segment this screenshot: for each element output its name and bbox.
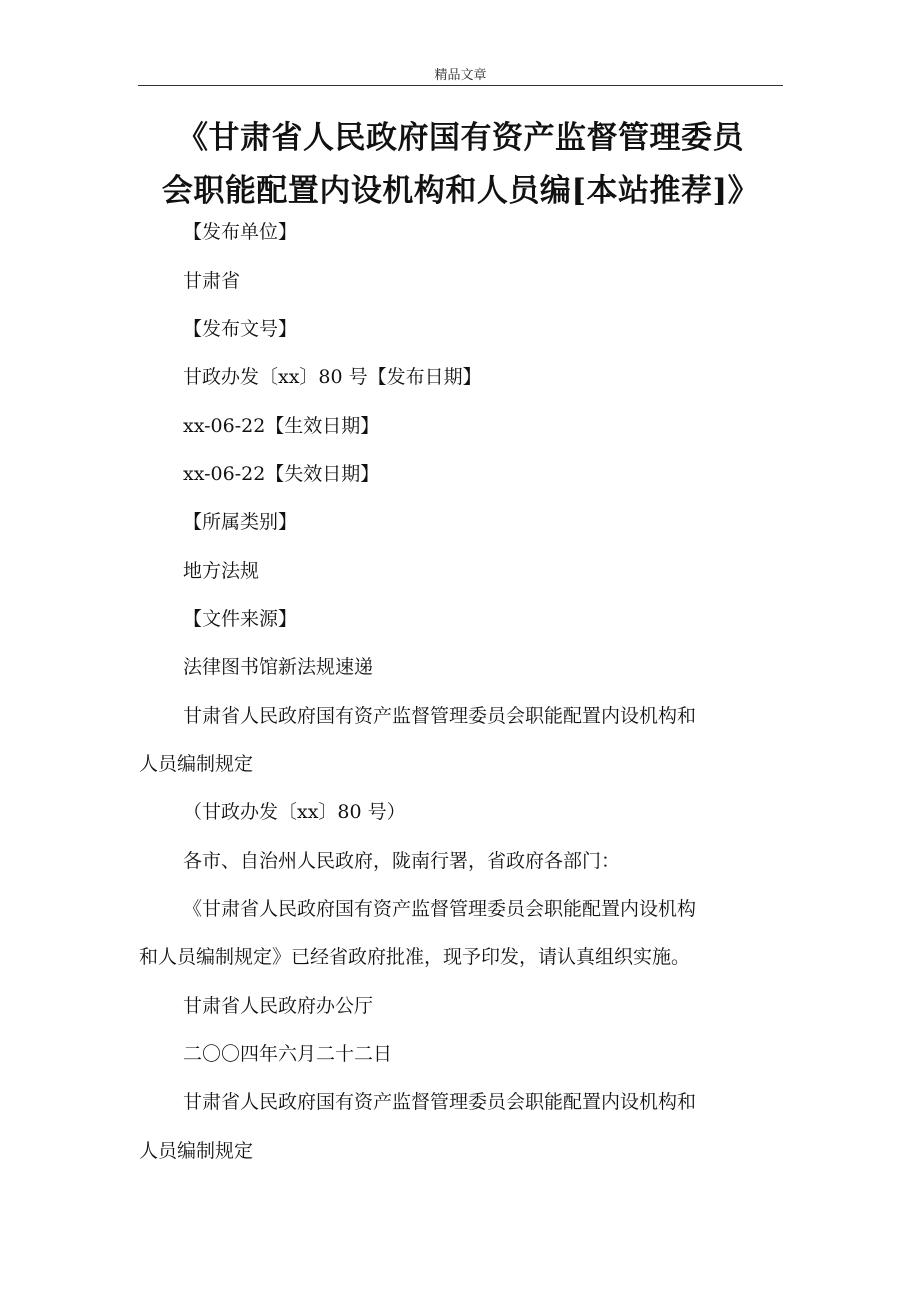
body-line: 甘肃省人民政府国有资产监督管理委员会职能配置内设机构和 <box>183 1091 697 1113</box>
document-title <box>138 112 783 218</box>
body-line: 和人员编制规定》已经省政府批准，现予印发，请认真组织实施。 <box>139 946 691 968</box>
body-line: 地方法规 <box>183 560 260 582</box>
body-line: 甘肃省人民政府国有资产监督管理委员会职能配置内设机构和 <box>183 705 697 727</box>
title-line-2: 会职能配置内设机构和人员编[本站推荐]》 <box>161 173 760 209</box>
header-rule <box>138 85 783 86</box>
body-line: 【所属类别】 <box>183 511 298 533</box>
body-line: （甘政办发〔xx〕80 号） <box>183 801 406 823</box>
body-line: 二〇〇四年六月二十二日 <box>183 1043 393 1065</box>
body-line: 法律图书馆新法规速递 <box>183 656 374 678</box>
body-line: xx-06-22【失效日期】 <box>183 463 380 485</box>
body-line: 《甘肃省人民政府国有资产监督管理委员会职能配置内设机构 <box>183 898 697 920</box>
body-line: 【发布文号】 <box>183 318 298 340</box>
running-header: 精品文章 <box>434 68 487 83</box>
body-line: 各市、自治州人民政府，陇南行署，省政府各部门： <box>183 850 621 872</box>
body-line: 甘肃省 <box>183 270 241 292</box>
body-line: 【文件来源】 <box>183 608 298 630</box>
body-line: 【发布单位】 <box>183 221 298 243</box>
body-line: 人员编制规定 <box>139 753 254 775</box>
body-line: 甘肃省人民政府办公厅 <box>183 995 374 1017</box>
body-line: 人员编制规定 <box>139 1140 254 1162</box>
title-line-1: 《甘肃省人民政府国有资产监督管理委员 <box>177 120 744 156</box>
body-line: 甘政办发〔xx〕80 号【发布日期】 <box>183 366 482 388</box>
body-line: xx-06-22【生效日期】 <box>183 415 380 437</box>
